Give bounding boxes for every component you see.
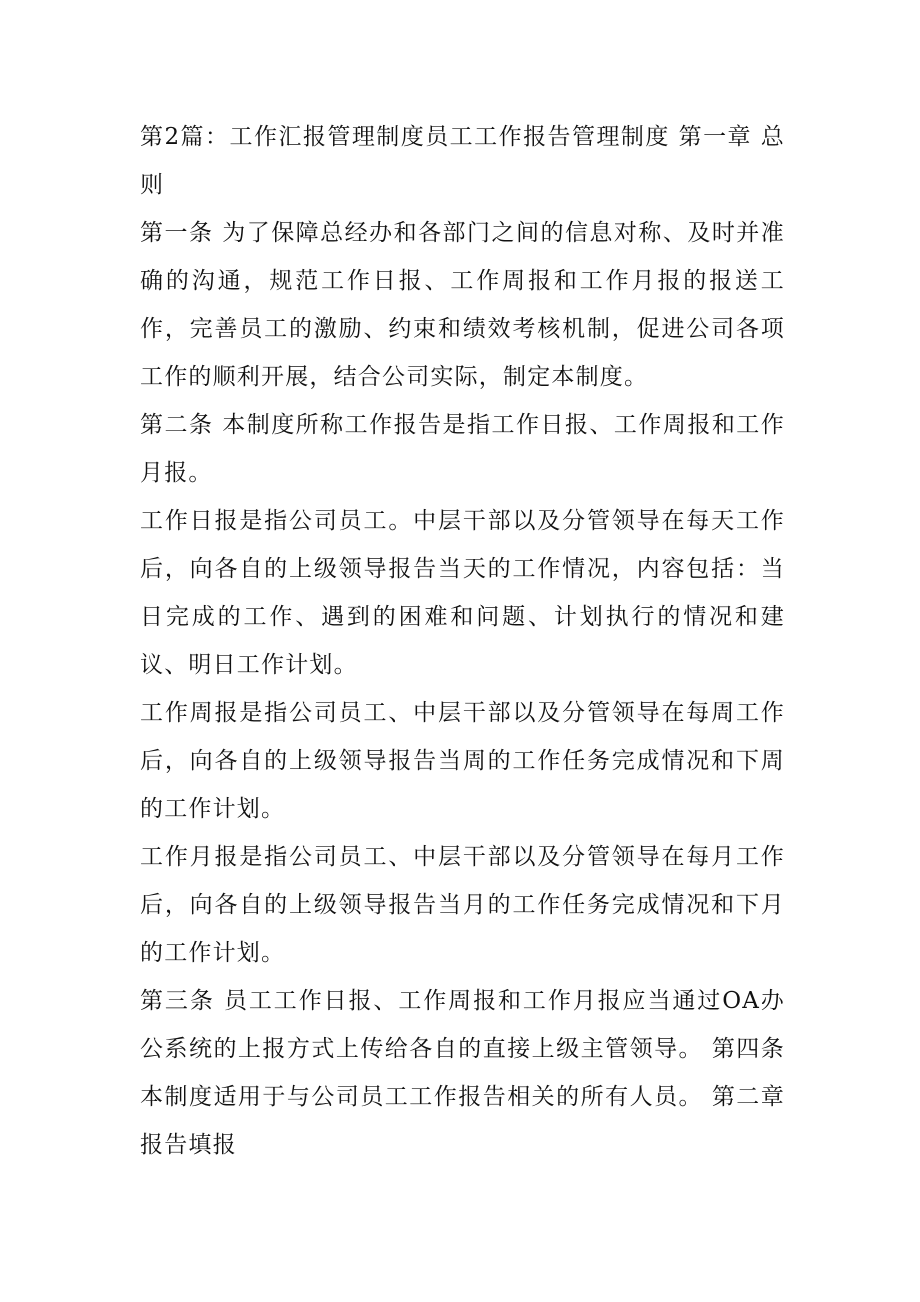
paragraph-article-1: 第一条 为了保障总经办和各部门之间的信息对称、及时并准确的沟通，规范工作日报、工作周报和工作月报的报送工作，完善员工的激励、约束和绩效考核机制，促进公司各项工作的顺利开展，结合公司实际，制定本制度。 bbox=[140, 220, 785, 390]
paragraph-article-3-4: 第三条 员工工作日报、工作周报和工作月报应当通过OA办公系统的上报方式上传给各自的直接上级主管领导。 第四条 本制度适用于与公司员工工作报告相关的所有人员。 第二章 报告填报 bbox=[140, 988, 785, 1158]
paragraph-weekly-report: 工作周报是指公司员工、中层干部以及分管领导在每周工作后，向各自的上级领导报告当周的工作任务完成情况和下周的工作计划。 bbox=[140, 700, 785, 822]
paragraph-article-2: 第二条 本制度所称工作报告是指工作日报、工作周报和工作月报。 bbox=[140, 412, 785, 486]
paragraph-title: 第2篇：工作汇报管理制度员工工作报告管理制度 第一章 总则 bbox=[140, 124, 785, 198]
paragraph-monthly-report: 工作月报是指公司员工、中层干部以及分管领导在每月工作后，向各自的上级领导报告当月的工作任务完成情况和下月的工作计划。 bbox=[140, 844, 785, 966]
paragraph-daily-report: 工作日报是指公司员工。中层干部以及分管领导在每天工作后，向各自的上级领导报告当天的工作情况，内容包括：当日完成的工作、遇到的困难和问题、计划执行的情况和建议、明日工作计划。 bbox=[140, 508, 785, 678]
document-body bbox=[140, 113, 785, 1169]
